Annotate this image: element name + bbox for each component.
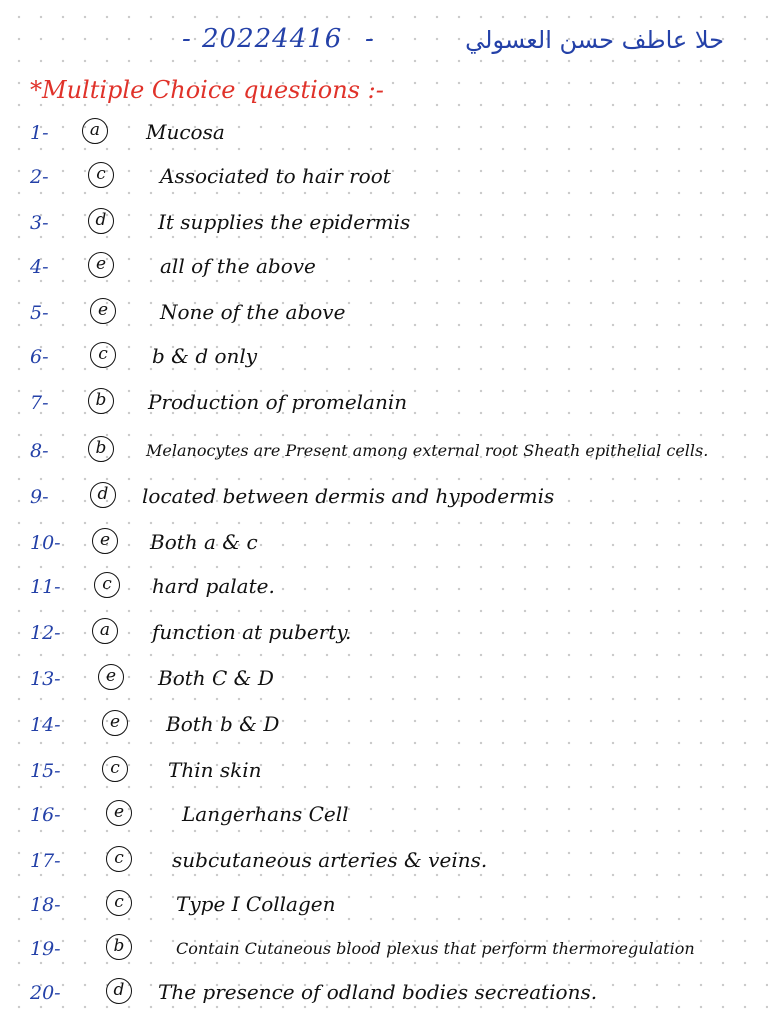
question-row [0,522,768,562]
question-number: 9- [30,486,49,508]
answer-text: hard palate. [152,574,275,598]
question-number: 4- [30,256,49,278]
choice-letter: b [88,388,114,414]
question-number: 8- [30,440,49,462]
answer-text: Langerhans Cell [182,802,349,826]
choice-letter: e [102,710,128,736]
student-id: 20224416 [202,24,343,54]
header-dash-left: - [182,24,191,54]
question-row [0,658,768,698]
question-row [0,928,768,968]
answer-text: The presence of odland bodies secreations. [158,980,598,1004]
question-number: 10- [30,532,61,554]
choice-letter: d [106,978,132,1004]
question-row [0,156,768,196]
question-row [0,704,768,744]
question-row [0,566,768,606]
question-row [0,840,768,880]
question-number: 20- [30,982,61,1004]
question-number: 5- [30,302,49,324]
question-number: 18- [30,894,61,916]
answer-text: function at puberty. [152,620,352,644]
answer-text: Associated to hair root [160,164,391,188]
answer-text: Type I Collagen [176,892,336,916]
question-number: 15- [30,760,61,782]
choice-letter: c [94,572,120,598]
choice-letter: a [92,618,118,644]
choice-letter: d [88,208,114,234]
choice-letter: c [90,342,116,368]
question-number: 13- [30,668,61,690]
question-row [0,246,768,286]
question-number: 11- [30,576,61,598]
answer-text: located between dermis and hypodermis [142,484,555,508]
question-row [0,382,768,422]
answer-text: Mucosa [146,120,225,144]
question-number: 16- [30,804,61,826]
choice-letter: e [106,800,132,826]
header [0,22,768,72]
choice-letter: e [88,252,114,278]
question-row [0,612,768,652]
choice-letter: e [92,528,118,554]
question-row [0,972,768,1012]
answer-text: Both b & D [166,712,280,736]
question-row [0,112,768,152]
question-number: 19- [30,938,61,960]
header-dash-right: - [365,24,374,54]
question-number: 17- [30,850,61,872]
answer-text: Melanocytes are Present among external root Sheath epithelial cells. [146,441,709,460]
answer-text: Production of promelanin [148,390,408,414]
question-row [0,430,768,470]
question-number: 6- [30,346,49,368]
question-row [0,336,768,376]
choice-letter: b [106,934,132,960]
question-number: 14- [30,714,61,736]
choice-letter: c [106,890,132,916]
question-row [0,750,768,790]
choice-letter: b [88,436,114,462]
question-row [0,292,768,332]
answer-text: subcutaneous arteries & veins. [172,848,488,872]
answer-text: Both a & c [150,530,258,554]
question-number: 7- [30,392,49,414]
choice-letter: d [90,482,116,508]
answer-text: Thin skin [168,758,262,782]
section-title: *Multiple Choice questions :- [30,76,384,104]
choice-letter: e [90,298,116,324]
question-number: 3- [30,212,49,234]
question-row [0,884,768,924]
question-row [0,202,768,242]
answer-text: None of the above [160,300,346,324]
answer-text: b & d only [152,344,258,368]
question-row [0,794,768,834]
choice-letter: c [106,846,132,872]
answer-text: all of the above [160,254,316,278]
choice-letter: e [98,664,124,690]
choice-letter: a [82,118,108,144]
answer-text: It supplies the epidermis [158,210,411,234]
question-row [0,476,768,516]
answer-text: Both C & D [158,666,274,690]
student-name: حلا عاطف حسن العسولي [465,26,724,54]
question-number: 1- [30,122,49,144]
question-number: 2- [30,166,49,188]
question-number: 12- [30,622,61,644]
choice-letter: c [88,162,114,188]
answer-text: Contain Cutaneous blood plexus that perform thermoregulation [176,939,695,958]
choice-letter: c [102,756,128,782]
